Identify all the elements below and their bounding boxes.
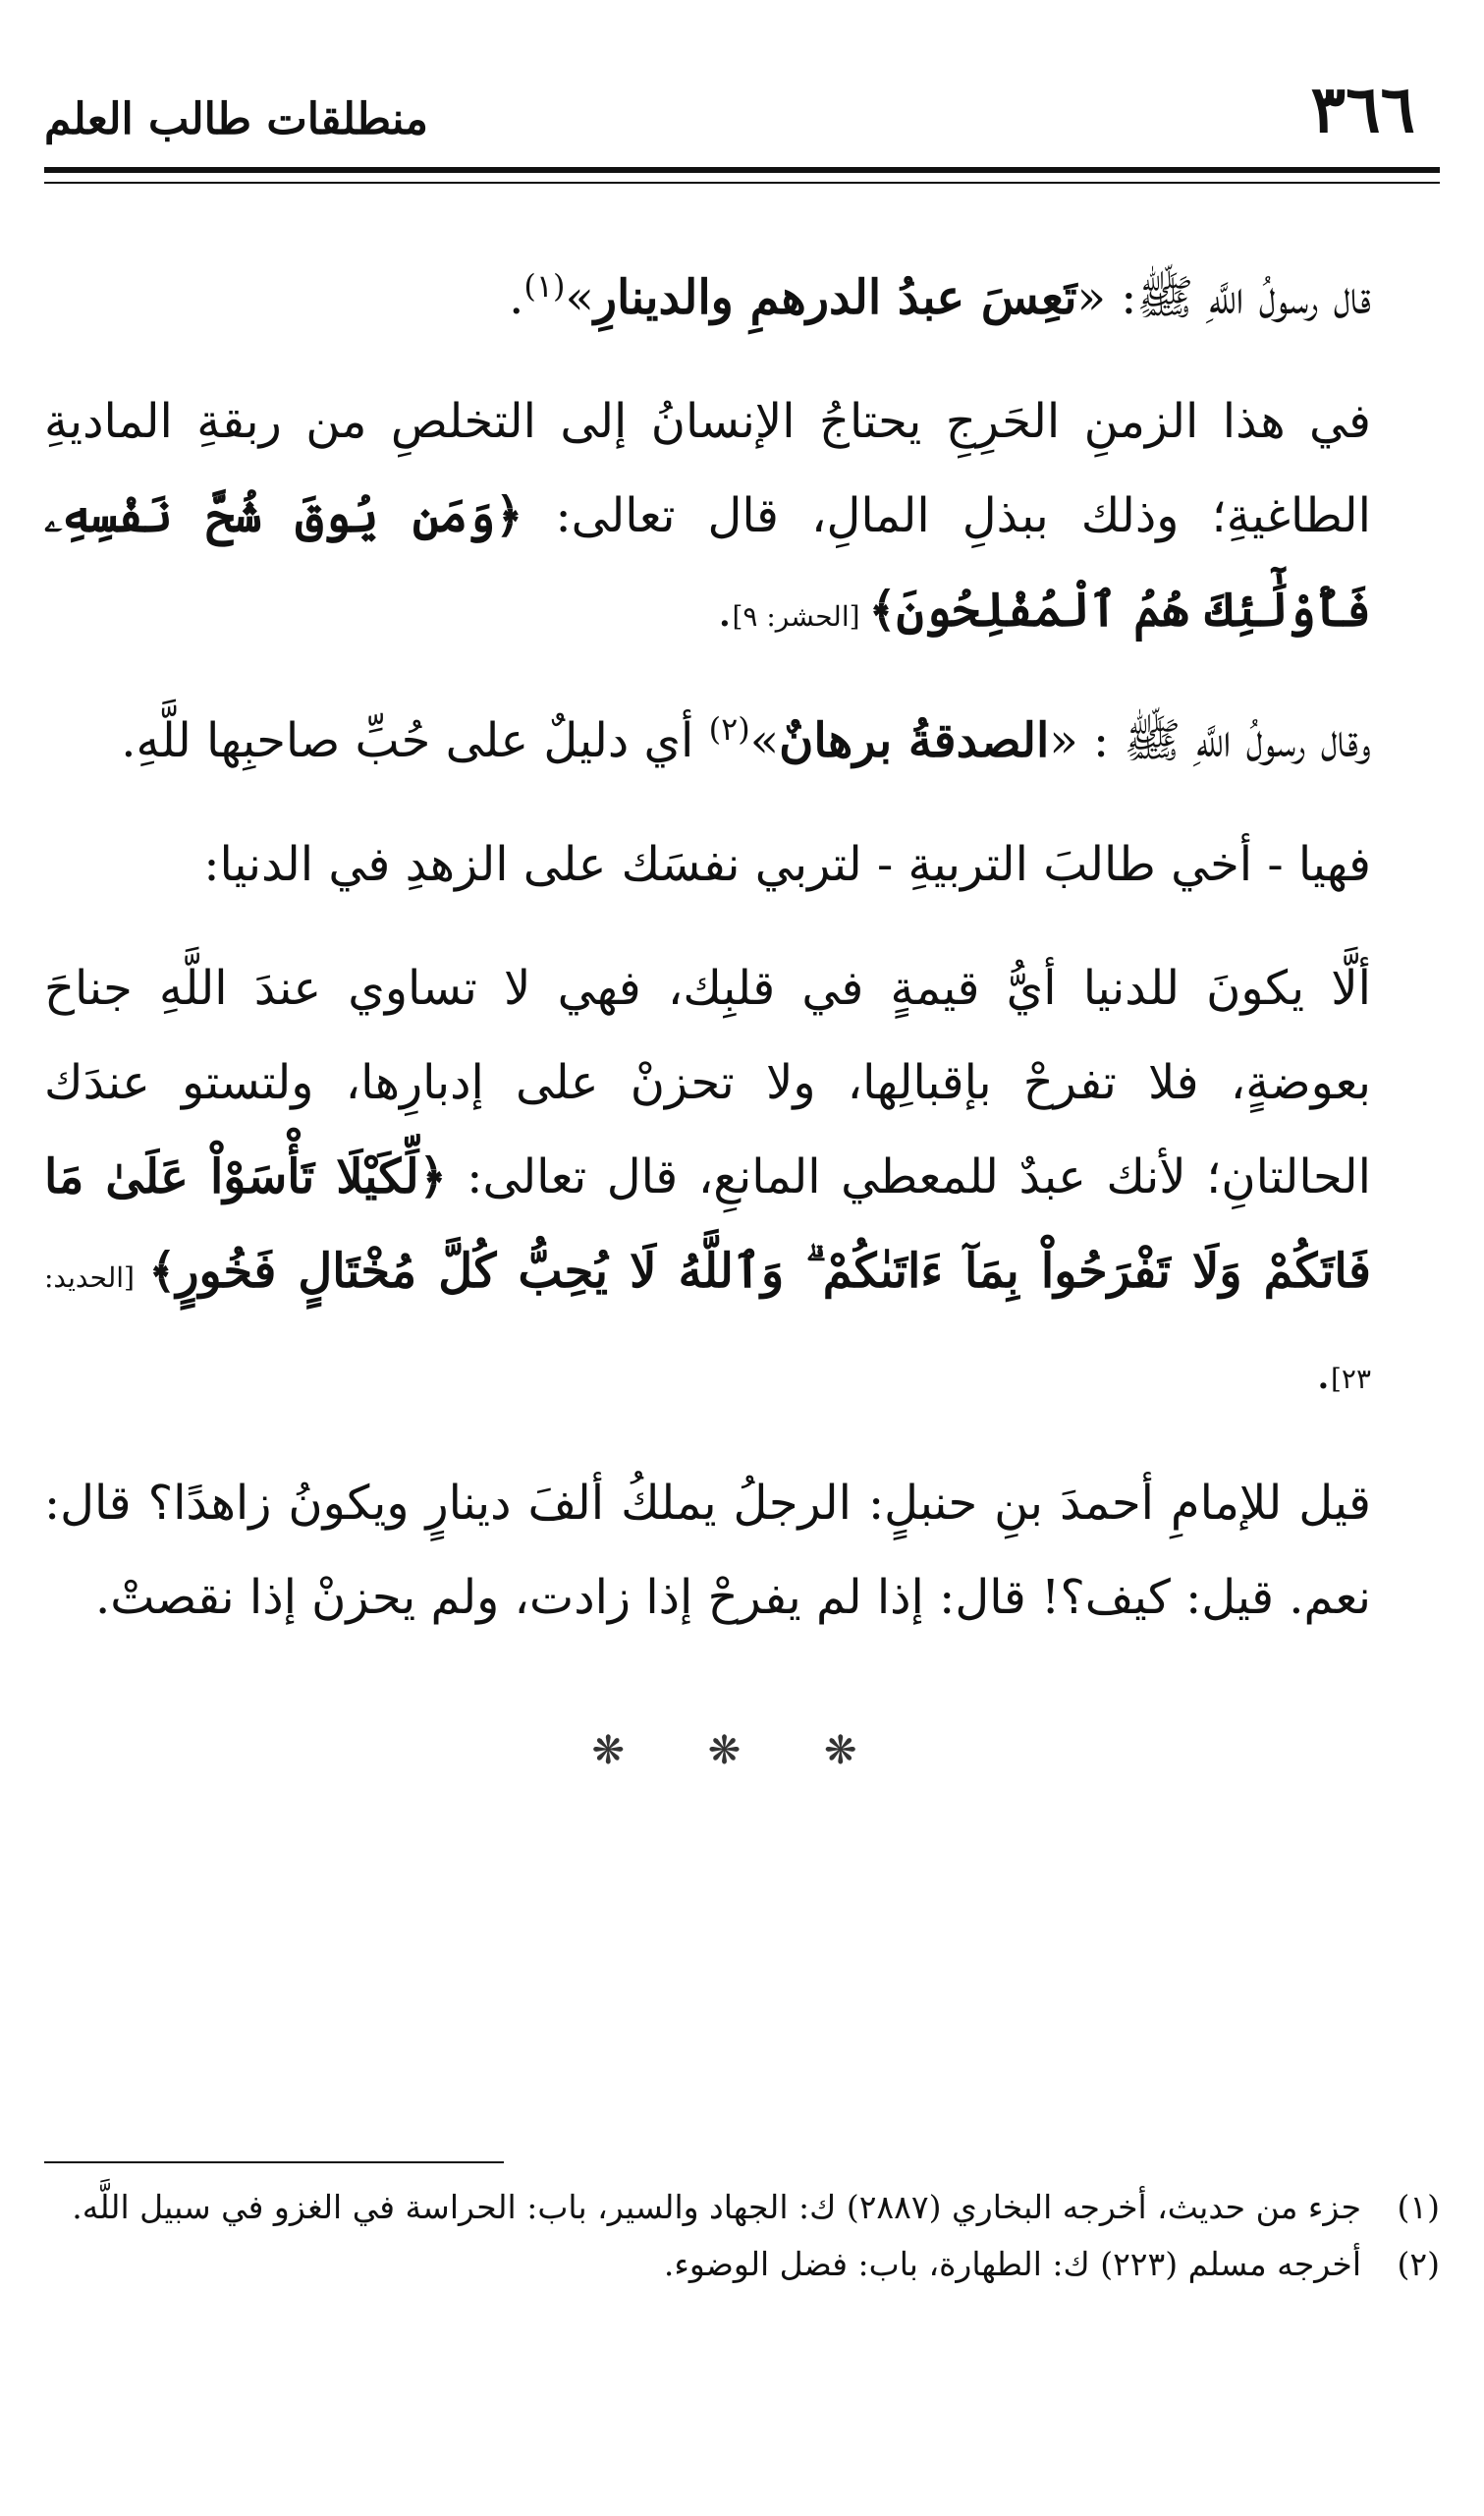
paragraph-exhortation	[44, 817, 1440, 912]
paragraph-imam-ahmad	[44, 1456, 1440, 1645]
running-title: منطلقات طالب العلم	[44, 94, 428, 144]
hadith-quote: الصدقةُ برهانٌ	[779, 713, 1050, 768]
footnote-text: جزء من حديث، أخرجه البخاري (٢٨٨٧) ك: الجهاد والسير، باب: الحراسة في الغزو في سبيل اللَّه.	[72, 2188, 1361, 2226]
quote-close: »	[749, 713, 780, 768]
paragraph-text: وقال رسولُ اللَّهِ ﷺ : «	[1049, 713, 1371, 768]
footnote-marker[interactable]: (١)	[523, 267, 566, 305]
footnote-1	[44, 2179, 1440, 2236]
paragraph-end: .	[717, 583, 733, 638]
footnote-number: (١)	[1397, 2188, 1440, 2226]
main-text	[44, 251, 1440, 1798]
page-number: ٣٦٦	[1310, 71, 1415, 147]
paragraph-end: أي دليلٌ على حُبِّ صاحبِها للَّهِ.	[121, 713, 709, 768]
hadith-quote: تَعِسَ عبدُ الدرهمِ والدينارِ	[593, 270, 1077, 325]
paragraph-text: قيل للإمامِ أحمدَ بنِ حنبلٍ: الرجلُ يملكُ ألفَ دينارٍ ويكونُ زاهدًا؟ قال: نعم. قيل: كيف؟! قال: إذا لم يفرحْ إذا زادت، ولم يحزنْ إذا نقصتْ.	[44, 1476, 1371, 1625]
paragraph-hadith-dinar	[44, 251, 1440, 345]
paragraph-text: قال رسولُ اللَّهِ ﷺ: «	[1076, 270, 1371, 325]
paragraph-end: .	[1315, 1345, 1331, 1400]
footnote-text: أخرجه مسلم (٢٢٣) ك: الطهارة، باب: فضل الوضوء.	[663, 2245, 1361, 2283]
paragraph-text: ألَّا يكونَ للدنيا أيُّ قيمةٍ في قلبِك، فهي لا تساوي عندَ اللَّهِ جناحَ بعوضةٍ، فلا تفرحْ بإقبالِها، ولا تحزنْ على إدبارِها، ولتستو عندَك الحالتانِ؛ لأنك عبدٌ للمعطي المانعِ، قال تعالى:	[44, 961, 1371, 1204]
paragraph-text: في هذا الزمنِ الحَرِجِ يحتاجُ الإنسانُ إلى التخلصِ من ربقةِ الماديةِ الطاغيةِ؛ وذلك ببذلِ المالِ، قال تعالى:	[44, 394, 1371, 543]
quote-close: »	[565, 270, 594, 325]
paragraph-materialism	[44, 374, 1440, 664]
quran-verse: ﴿لِّكَيْلَا تَأْسَوْاْ عَلَىٰ مَا فَاتَكُمْ وَلَا تَفْرَحُواْ بِمَآ ءَاتَىٰكُمْ ۗ وَٱللَّهُ لَا يُحِبُّ كُلَّ مُخْتَالٍ فَخُورٍ﴾	[44, 1149, 1371, 1299]
header-rule-thick	[44, 167, 1440, 173]
footnote-number: (٢)	[1397, 2245, 1440, 2283]
footnote-2	[44, 2236, 1440, 2293]
quran-verse: ﴿وَمَن يُوقَ شُحَّ نَفْسِهِۦ فَأُوْلَٰٓئِكَ هُمُ ٱلْمُفْلِحُونَ﴾	[44, 488, 1371, 638]
header-rule-thin	[44, 182, 1440, 184]
paragraph-end: .	[509, 270, 524, 325]
section-separator: ❋ ❋ ❋	[591, 1728, 893, 1773]
paragraph-zuhd	[44, 941, 1440, 1426]
footnote-marker[interactable]: (٢)	[708, 710, 750, 748]
verse-reference: [الحديد: ٢٣]	[44, 1261, 1371, 1395]
paragraph-text: فهيا - أخي طالبَ التربيةِ - لتربي نفسَك على الزهدِ في الدنيا:	[203, 837, 1371, 892]
footnote-rule	[44, 2161, 504, 2163]
paragraph-hadith-sadaqa	[44, 694, 1440, 788]
footnotes	[44, 2179, 1440, 2293]
verse-reference: [الحشر: ٩]	[732, 600, 869, 633]
